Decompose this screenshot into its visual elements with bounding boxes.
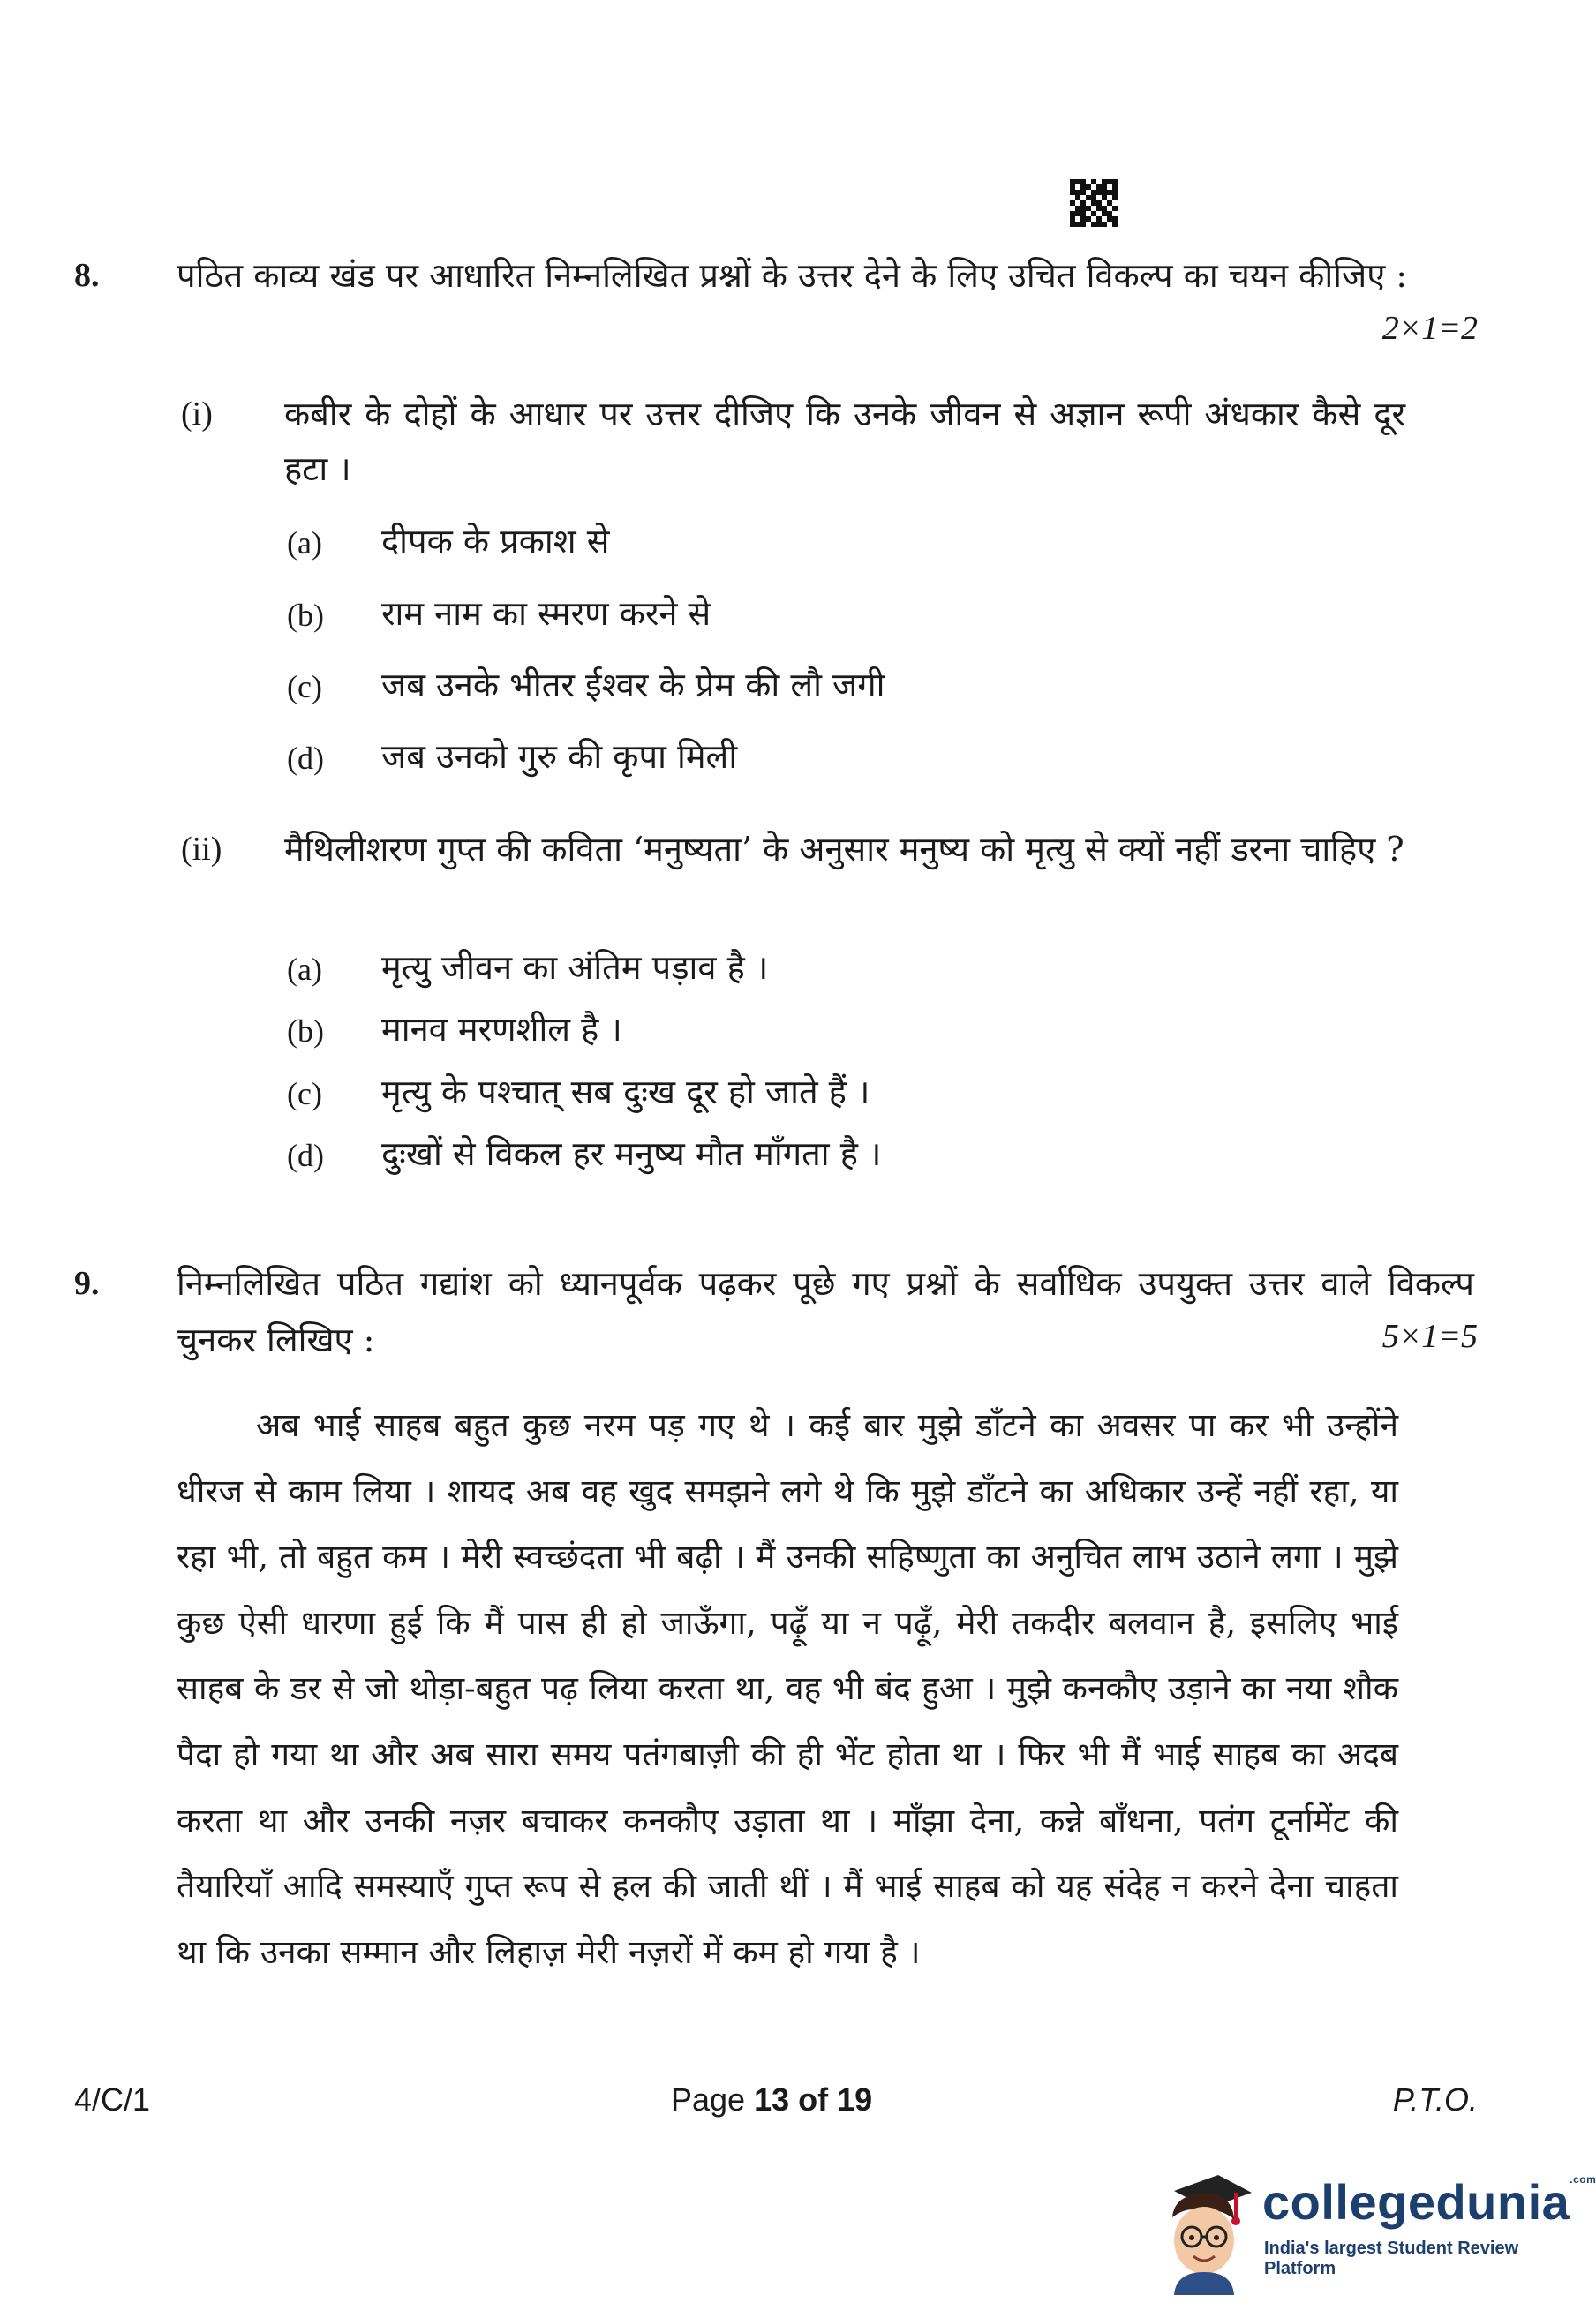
option-text: राम नाम का स्मरण करने से [381, 594, 711, 633]
option-label: (c) [287, 1076, 322, 1111]
question-8-text: पठित काव्य खंड पर आधारित निम्नलिखित प्रश्नों के उत्तर देने के लिए उचित विकल्प का चयन कीजिए : [177, 256, 1408, 295]
paper-code: 4/C/1 [74, 2081, 151, 2118]
collegedunia-logo [1156, 2154, 1596, 2304]
subquestion-ii-text: मैथिलीशरण गुप्त की कविता ‘मनुष्यता’ के अनुसार मनुष्य को मृत्यु से क्यों नहीं डरना चाहिए ? [284, 830, 1404, 869]
option-text: मृत्यु जीवन का अंतिम पड़ाव है । [381, 948, 769, 987]
page-of: of [789, 2081, 838, 2118]
brand-name [1262, 2173, 1596, 2231]
option-label: (d) [287, 741, 324, 776]
option-text: जब उनको गुरु की कृपा मिली [381, 737, 738, 776]
prose-passage: अब भाई साहब बहुत कुछ नरम पड़ गए थे । कई बार मुझे डाँटने का अवसर पा कर भी उन्होंने धीरज से काम लिया । शायद अब वह खुद समझने लगे थे कि मुझे डाँटने का अधिकार उन्हें नहीं रहा, या रहा भी, तो बहुत कम । मेरी स्वच्छंदता भी बढ़ी । मैं उनकी सहिष्णुता का अनुचित लाभ उठाने लगा । मुझे कुछ ऐसी धारणा हुई कि मैं पास ही हो जाऊँगा, पढ़ूँ या न पढ़ूँ, मेरी तकदीर बलवान है, इसलिए भाई साहब के डर से जो थोड़ा-बहुत पढ़ लिया करता था, वह भी बंद हुआ । मुझे कनकौए उड़ाने का नया शौक पैदा हो गया था और अब सारा समय पतंगबाज़ी की ही भेंट होता था । फिर भी मैं भाई साहब का अदब करता था और उनकी नज़र बचाकर कनकौए उड़ाता था । माँझा देना, कन्ने बाँधना, पतंग टूर्नामेंट की तैयारियाँ आदि समस्याएँ गुप्त रूप से हल की जाती थीं । मैं भाई साहब को यह संदेह न करने देना चाहता था कि उनका सम्मान और लिहाज़ मेरी नज़रों में कम हो गया है । [177, 1406, 1398, 1971]
student-mascot-icon [1156, 2163, 1255, 2295]
qr-code [1070, 179, 1118, 227]
question-9-marks: 5×1=5 [1381, 1318, 1478, 1355]
question-9-text: निम्नलिखित पठित गद्यांश को ध्यानपूर्वक पढ़कर पूछे गए प्रश्नों के सर्वाधिक उपयुक्त उत्तर वाले विकल्प चुनकर लिखिए : [177, 1264, 1474, 1359]
question-number-8: 8. [74, 257, 100, 294]
page-prefix: Page [671, 2081, 755, 2118]
option-text: दीपक के प्रकाश से [381, 522, 610, 561]
option-label: (c) [287, 669, 322, 704]
brand-tagline: India's largest Student Review Platform [1264, 2239, 1519, 2278]
brand-text: collegedunia [1262, 2174, 1570, 2230]
page-total: 19 [837, 2081, 873, 2118]
option-label: (d) [287, 1138, 324, 1173]
brand-suffix: .com [1570, 2173, 1596, 2186]
option-text: जब उनके भीतर ईश्वर के प्रेम की लौ जगी [381, 666, 885, 704]
option-label: (a) [287, 525, 322, 561]
page-current: 13 [754, 2081, 790, 2118]
subquestion-label-ii: (ii) [181, 831, 222, 868]
page-number [671, 2081, 872, 2119]
option-label: (b) [287, 1013, 324, 1049]
option-label: (a) [287, 952, 322, 987]
option-text: मानव मरणशील है । [381, 1010, 622, 1049]
question-number-9: 9. [74, 1265, 100, 1302]
option-text: दुःखों से विकल हर मनुष्य मौत माँगता है । [381, 1134, 882, 1173]
question-8-marks: 2×1=2 [1381, 310, 1478, 347]
please-turn-over: P.T.O. [1392, 2081, 1478, 2118]
option-text: मृत्यु के पश्चात् सब दुःख दूर हो जाते हैं । [381, 1072, 870, 1111]
option-label: (b) [287, 598, 324, 633]
subquestion-i-text: कबीर के दोहों के आधार पर उत्तर दीजिए कि उनके जीवन से अज्ञान रूपी अंधकार कैसे दूर हटा । [284, 395, 1405, 488]
subquestion-label-i: (i) [181, 395, 213, 433]
